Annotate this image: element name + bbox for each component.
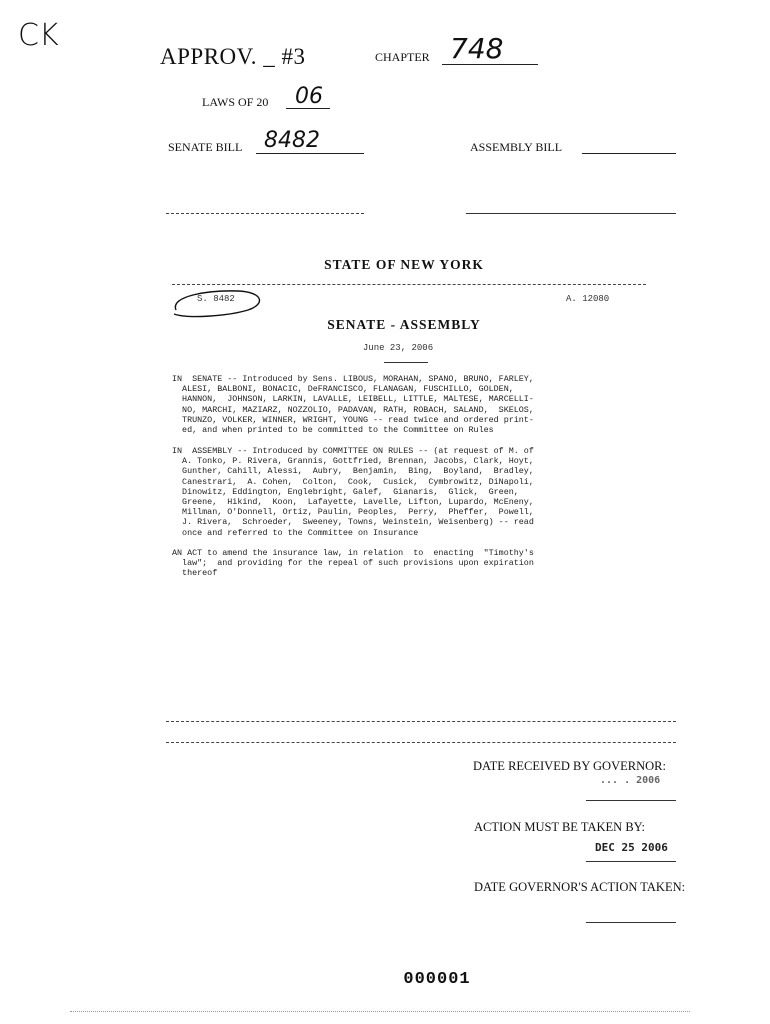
laws-underline xyxy=(286,108,330,109)
act-title xyxy=(172,548,534,579)
approval-label: APPROV. _ #3 xyxy=(160,44,306,69)
corner-initials: CK xyxy=(18,18,59,53)
senate-bill-number: S. 8482 xyxy=(197,294,235,304)
chapter-label: CHAPTER xyxy=(375,50,430,64)
date-received-label: DATE RECEIVED BY GOVERNOR: xyxy=(473,759,666,773)
action-taken-line xyxy=(586,922,676,923)
date-received-line xyxy=(586,800,676,801)
assembly-bill-label: ASSEMBLY BILL xyxy=(470,140,563,154)
date-rule xyxy=(384,362,428,363)
state-rule xyxy=(172,284,646,285)
senate-bill-label: SENATE BILL xyxy=(168,140,243,154)
assembly-introduction xyxy=(172,446,534,538)
assembly-bill-number: A. 12080 xyxy=(566,294,610,304)
senate-line: HANNON, JOHNSON, LARKIN, LAVALLE, LEIBELL, LITTLE, MALTESE, MARCELLI- xyxy=(172,394,534,405)
page-number: 000001 xyxy=(403,970,471,989)
senate-introduction xyxy=(172,374,534,435)
senate-line: ALESI, BALBONI, BONACIC, DeFRANCISCO, FLANAGAN, FUSCHILLO, GOLDEN, xyxy=(172,384,514,395)
assembly-line: Dinowitz, Eddington, Englebright, Galef, Gianaris, Glick, Green, xyxy=(172,486,519,497)
action-deadline-label: ACTION MUST BE TAKEN BY: xyxy=(474,820,646,834)
footer-rule-top xyxy=(166,721,676,722)
assembly-bill-underline xyxy=(582,153,676,154)
act-line: thereof xyxy=(172,568,218,579)
assembly-line: Greene, Hikind, Koon, Lafayette, Lavelle, Lifton, Lupardo, McEneny, xyxy=(172,497,534,508)
laws-value: 06 xyxy=(295,84,323,109)
assembly-line: Canestrari, A. Cohen, Colton, Cook, Cusick, Cymbrowitz, DiNapoli, xyxy=(172,476,534,487)
assembly-line: Gunther, Cahill, Alessi, Aubry, Benjamin, Bing, Boyland, Bradley, xyxy=(172,466,534,477)
chapter-underline xyxy=(442,64,538,65)
senate-bill-underline xyxy=(256,153,364,154)
assembly-line: Millman, O'Donnell, Ortiz, Paulin, Peoples, Perry, Pheffer, Powell, xyxy=(172,507,534,518)
bill-date: June 23, 2006 xyxy=(362,343,434,353)
senate-line: NO, MARCHI, MAZIARZ, NOZZOLIO, PADAVAN, RATH, ROBACH, SALAND, SKELOS, xyxy=(172,404,534,415)
footer-rule-bottom xyxy=(166,742,676,743)
blank-line-right xyxy=(466,213,676,214)
action-deadline-stamp: DEC 25 2006 xyxy=(595,841,668,854)
date-received-stamp: ... . 2006 xyxy=(600,775,661,786)
house-title: SENATE - ASSEMBLY xyxy=(327,317,481,332)
state-title: STATE OF NEW YORK xyxy=(324,257,484,272)
assembly-line: J. Rivera, Schroeder, Sweeney, Towns, Weinstein, Weisenberg) -- read xyxy=(172,517,534,528)
act-line: law"; and providing for the repeal of such provisions upon expiration xyxy=(172,558,534,569)
senate-line: IN SENATE -- Introduced by Sens. LIBOUS, MORAHAN, SPANO, BRUNO, FARLEY, xyxy=(172,374,534,384)
senate-line: TRUNZO, VOLKER, WINNER, WRIGHT, YOUNG -- read twice and ordered print- xyxy=(172,414,534,425)
assembly-line: A. Tonko, P. Rivera, Grannis, Gottfried, Brennan, Jacobs, Clark, Hoyt, xyxy=(172,456,534,467)
act-line: AN ACT to amend the insurance law, in relation to enacting "Timothy's xyxy=(172,548,534,558)
blank-line-left xyxy=(166,213,364,214)
senate-bill-value: 8482 xyxy=(264,128,320,153)
laws-label: LAWS OF 20 xyxy=(202,95,269,109)
assembly-line: IN ASSEMBLY -- Introduced by COMMITTEE ON RULES -- (at request of M. of xyxy=(172,446,534,456)
scan-noise xyxy=(70,1011,690,1014)
action-deadline-line xyxy=(586,861,676,862)
action-taken-label: DATE GOVERNOR'S ACTION TAKEN: xyxy=(474,880,686,894)
assembly-line: once and referred to the Committee on Insurance xyxy=(172,527,419,538)
senate-line: ed, and when printed to be committed to the Committee on Rules xyxy=(172,425,494,436)
chapter-value: 748 xyxy=(450,32,504,65)
